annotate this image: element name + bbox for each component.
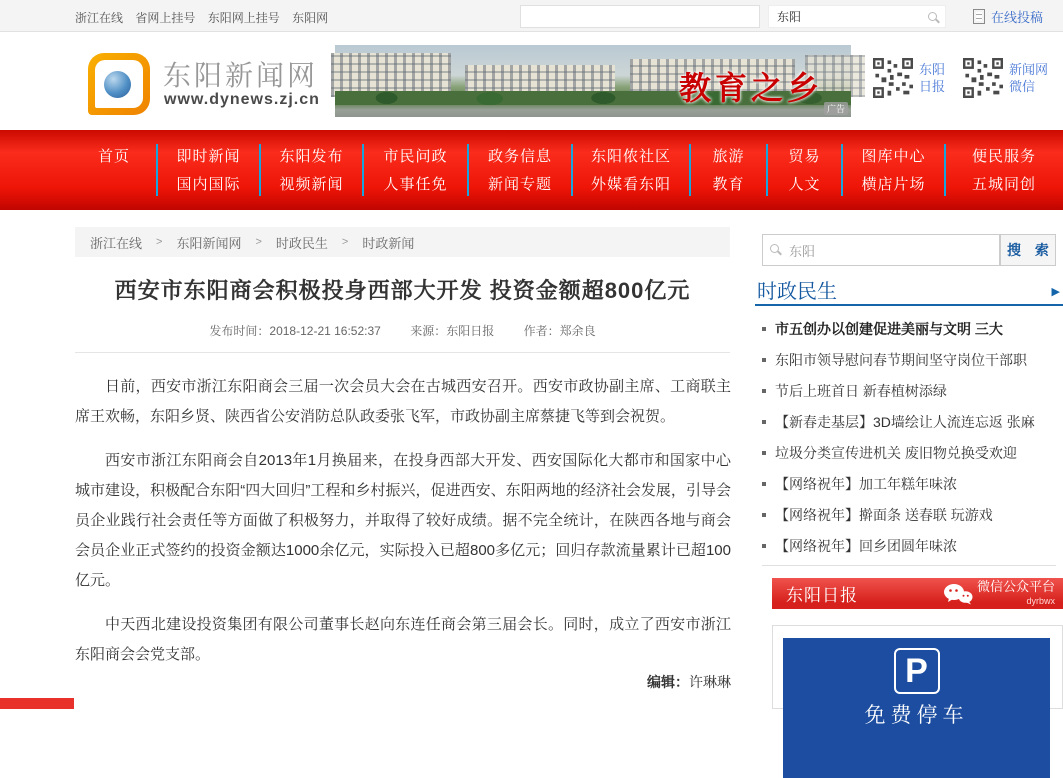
author-label: 作者：: [523, 324, 560, 338]
nav-dy-release[interactable]: 东阳发布 视频新闻: [260, 130, 363, 210]
meta-divider: [75, 352, 730, 353]
bullet-icon: [762, 420, 766, 424]
topbar-keyword-box[interactable]: [768, 5, 946, 28]
news-list-item[interactable]: 市五创办以创建促进美丽与文明 三大: [757, 313, 1063, 344]
article-title: 西安市东阳商会积极投身西部大开发 投资金额超800亿元: [114, 278, 691, 303]
article-meta: [75, 322, 730, 339]
author: 郑余良: [559, 324, 596, 338]
document-icon: [973, 9, 985, 24]
article-paragraph: 西安市浙江东阳商会自2013年1月换届来，在投身西部大开发、西安国际化大都市和国家中心城市建设，积极配合东阳“四大回归”工程和乡村振兴，促进西安、东阳两地的经济社会发展，引导会员企业践行社会责任等方面做了积极努力，并取得了较好成绩。据不完全统计，在陕西各地与商会会员企业正式签约的投资金额达1000余亿元，实际投入已超800多亿元；回归存款流量累计已超100亿元。: [75, 452, 731, 589]
logo-globe-icon: [104, 71, 131, 98]
site-logo[interactable]: [88, 53, 150, 115]
sidebar-search-button[interactable]: 搜 索: [1000, 234, 1056, 266]
header: [0, 33, 1063, 130]
bullet-icon: [762, 513, 766, 517]
sidebar-divider: [762, 565, 1056, 566]
nav-citizen-politics[interactable]: 市民问政 人事任免: [363, 130, 468, 210]
breadcrumb-item[interactable]: 时政民生: [275, 235, 328, 251]
nav-trade[interactable]: 贸易 人文: [767, 130, 842, 210]
nav-instant-news[interactable]: 即时新闻 国内国际: [157, 130, 260, 210]
bullet-icon: [762, 389, 766, 393]
sidebar-section-rule: [755, 304, 1063, 306]
qr-daily-label: 东阳 日报: [919, 62, 946, 94]
topbar-search-input[interactable]: [520, 5, 760, 28]
topbar-link-dy-register[interactable]: 东阳网上挂号: [207, 11, 280, 25]
site-name: 东阳新闻网: [163, 60, 319, 91]
article-paragraph: 中天西北建设投资集团有限公司董事长赵向东连任商会第三届会长。同时，成立了西安市浙江东阳商会会党支部。: [75, 616, 731, 663]
topbar-link-zjol[interactable]: 浙江在线: [75, 11, 124, 25]
parking-ad-box[interactable]: [772, 625, 1063, 727]
editor-label: 编辑：: [647, 674, 689, 690]
bullet-icon: [762, 358, 766, 362]
topbar-keyword: 东阳: [777, 10, 802, 24]
news-list-item[interactable]: 节后上班首日 新春植树添绿: [757, 375, 1063, 406]
site-url: www.dynews.zj.cn: [164, 91, 320, 108]
qr-code-icon: [873, 58, 913, 98]
daily-wechat-banner[interactable]: [772, 578, 1063, 609]
footer-strip: [0, 698, 74, 709]
editor-name: 许琳琳: [689, 674, 731, 690]
breadcrumb: [75, 227, 730, 257]
sidebar-search-input[interactable]: [762, 234, 1000, 266]
nav-gallery[interactable]: 图库中心 横店片场: [842, 130, 945, 210]
topbar-link-province-register[interactable]: 省网上挂号: [135, 11, 196, 25]
parking-text: 免费停车: [864, 704, 969, 727]
topbar: [0, 0, 1063, 32]
search-icon[interactable]: [928, 12, 937, 21]
online-submit-link[interactable]: 在线投稿: [991, 10, 1044, 25]
article-body: [75, 372, 731, 684]
source-label: 来源：: [410, 324, 447, 338]
publish-time: 2018-12-21 16:52:37: [269, 324, 381, 338]
topbar-links: [75, 9, 337, 26]
nav-gov-info[interactable]: 政务信息 新闻专题: [468, 130, 572, 210]
news-list-item[interactable]: 东阳市领导慰问春节期间坚守岗位干部职: [757, 344, 1063, 375]
topbar-link-dywang[interactable]: 东阳网: [292, 11, 329, 25]
nav-community[interactable]: 东阳侬社区 外媒看东阳: [572, 130, 690, 210]
publish-time-label: 发布时间：: [209, 324, 270, 338]
bullet-icon: [762, 544, 766, 548]
parking-sign-icon: P: [894, 648, 940, 694]
breadcrumb-item[interactable]: 浙江在线: [90, 235, 143, 251]
ad-banner[interactable]: [335, 45, 851, 117]
bullet-icon: [762, 327, 766, 331]
main-nav: [0, 130, 1063, 210]
play-arrow-icon[interactable]: ▶: [1051, 286, 1060, 298]
sidebar-section-title: 时政民生: [757, 281, 837, 303]
editor-line: [75, 672, 731, 692]
breadcrumb-item[interactable]: 东阳新闻网: [176, 235, 242, 251]
banner-slogan: 教育之乡: [678, 70, 823, 106]
daily-title: 东阳日报: [786, 586, 858, 605]
breadcrumb-item[interactable]: 时政新闻: [362, 235, 415, 251]
article-paragraph: 日前，西安市浙江东阳商会三届一次会员大会在古城西安召开。西安市政协副主席、工商联主席王欢畅，东阳乡贤、陕西省公安消防总队政委张飞军，市政协副主席蔡捷飞等到会祝贺。: [75, 378, 731, 425]
breadcrumb-separator: >: [341, 236, 349, 248]
qr-wechat[interactable]: [963, 58, 1048, 98]
ad-tag: 广告: [824, 102, 848, 115]
news-list-item[interactable]: 【网络祝年】擀面条 送春联 玩游戏: [757, 499, 1063, 530]
nav-travel[interactable]: 旅游 教育: [690, 130, 767, 210]
search-icon: [770, 244, 779, 253]
news-list-item[interactable]: 【网络祝年】回乡团圆年味浓: [757, 530, 1063, 561]
breadcrumb-separator: >: [255, 236, 262, 248]
news-list-item[interactable]: 垃圾分类宣传进机关 废旧物兑换受欢迎: [757, 437, 1063, 468]
qr-code-icon: [963, 58, 1003, 98]
nav-home[interactable]: 首页: [98, 148, 131, 165]
wechat-id: dyrbwx: [1026, 595, 1055, 606]
wechat-icon: [943, 583, 973, 605]
news-list-item[interactable]: 【新春走基层】3D墙绘让人流连忘返 张麻: [757, 406, 1063, 437]
sidebar: [755, 227, 1063, 727]
logo-inner-shape: [95, 60, 143, 108]
online-submit[interactable]: [973, 7, 1043, 26]
bullet-icon: [762, 451, 766, 455]
parking-panel: [783, 638, 1050, 778]
qr-wechat-label: 新闻网 微信: [1009, 62, 1049, 94]
qr-daily[interactable]: [873, 58, 945, 98]
nav-services[interactable]: 便民服务 五城同创: [945, 130, 1063, 210]
wechat-platform-label: 微信公众平台 dyrbwx: [976, 578, 1055, 606]
bullet-icon: [762, 482, 766, 486]
source: 东阳日报: [446, 324, 495, 338]
sidebar-news-list: [757, 313, 1063, 561]
breadcrumb-separator: >: [156, 236, 163, 248]
news-list-item[interactable]: 【网络祝年】加工年糕年味浓: [757, 468, 1063, 499]
